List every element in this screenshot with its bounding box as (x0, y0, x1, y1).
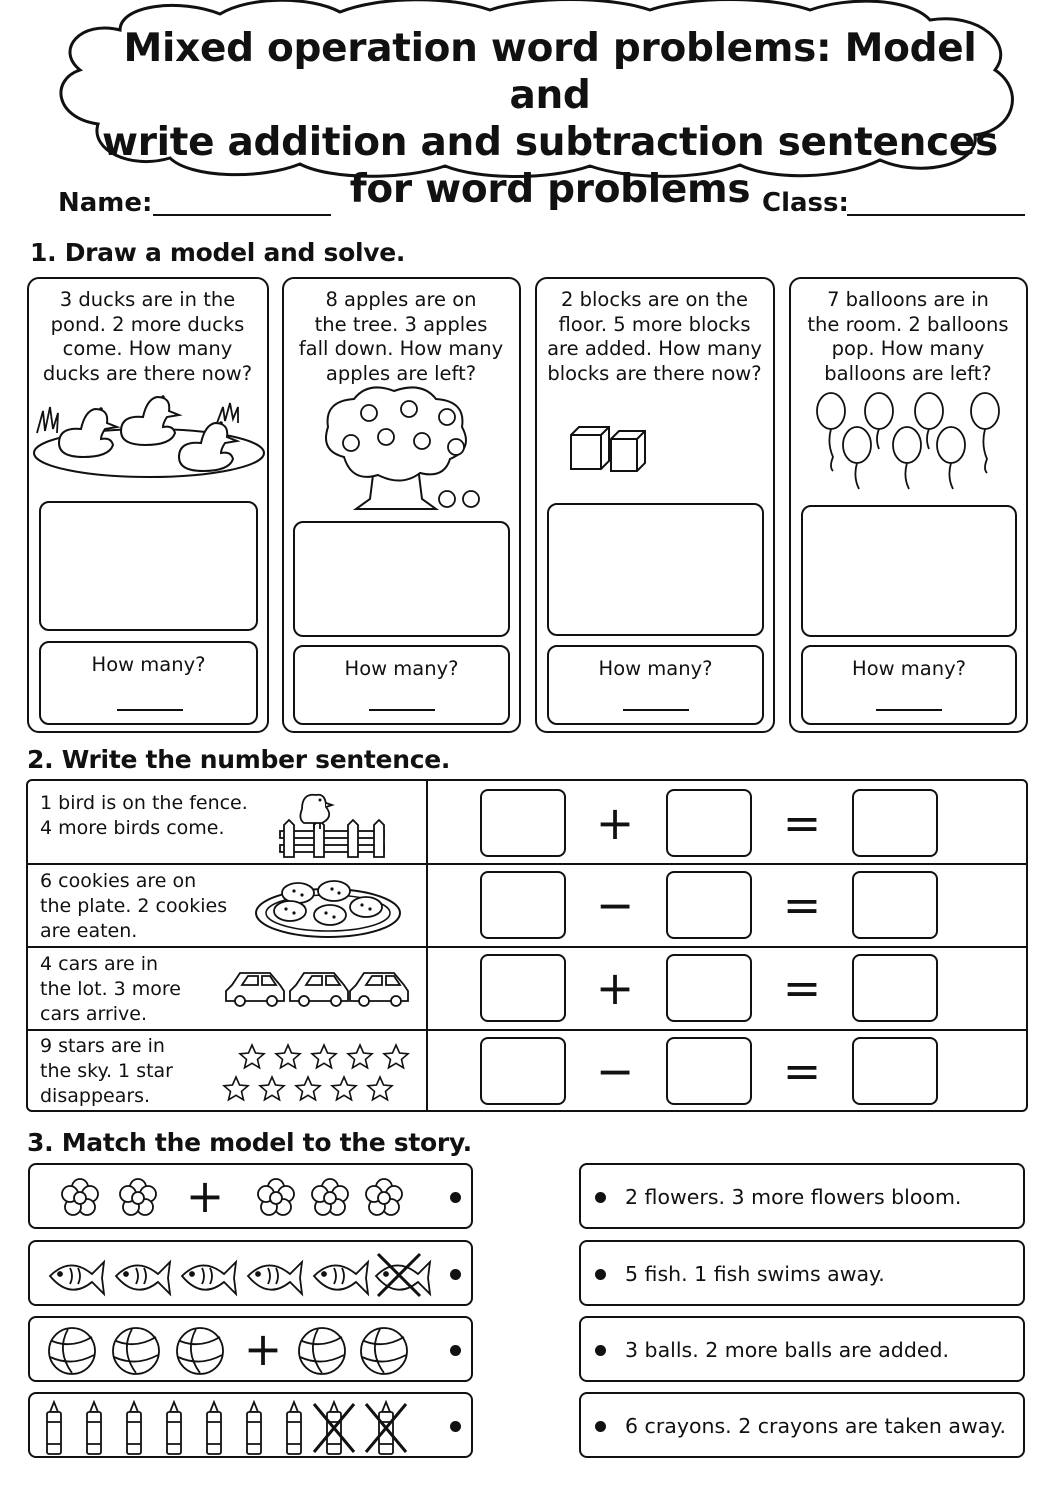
subtrahend-box[interactable] (666, 1037, 752, 1105)
problem-card-balloons (789, 277, 1028, 733)
model-drawing-box[interactable] (547, 503, 764, 636)
class-field[interactable] (847, 214, 1025, 216)
cars-icon (224, 969, 410, 1009)
problem-card-ducks (27, 277, 269, 733)
problem-text: 3 ducks are in the pond. 2 more ducks come. How many ducks are there now? (42, 288, 253, 385)
problem-text: 8 apples are on the tree. 3 apples fall down. How many apples are left? (298, 288, 504, 385)
problem-text: 7 balloons are in the room. 2 balloons pop. How many balloons are left? (807, 288, 1009, 385)
plus-sign: + (243, 1322, 283, 1376)
sum-box[interactable] (852, 789, 938, 857)
model-drawing-box[interactable] (801, 505, 1017, 637)
match-dot[interactable] (450, 1421, 461, 1432)
ducks-in-pond-icon (29, 391, 269, 481)
number-sentence-table (26, 779, 1028, 1112)
story-crayons[interactable] (579, 1392, 1025, 1458)
stars-icon (220, 1043, 416, 1105)
section-1-title: 1. Draw a model and solve. (30, 238, 406, 267)
how-many-label: How many? (91, 653, 206, 676)
balloons-icon (811, 391, 1011, 501)
match-dot[interactable] (595, 1345, 606, 1356)
equals-sign: = (782, 796, 822, 850)
worksheet-title (100, 25, 1000, 213)
minuend-box[interactable] (480, 1037, 566, 1105)
class-label: Class: (762, 188, 849, 218)
difference-box[interactable] (852, 871, 938, 939)
answer-blank[interactable] (876, 709, 942, 711)
balls-icon (46, 1326, 426, 1376)
addend-1-box[interactable] (480, 789, 566, 857)
title-line-2: write addition and subtraction sentences (102, 120, 998, 165)
title-line-1: Mixed operation word problems: Model and (123, 26, 977, 118)
answer-blank[interactable] (369, 709, 435, 711)
sum-box[interactable] (852, 954, 938, 1022)
how-many-label: How many? (598, 657, 713, 680)
answer-blank[interactable] (623, 709, 689, 711)
row-story: 6 cookies are on the plate. 2 cookies are eaten. (40, 870, 228, 942)
blocks-icon (569, 423, 649, 475)
story-fish[interactable] (579, 1240, 1025, 1306)
addend-2-box[interactable] (666, 789, 752, 857)
plus-sign: + (595, 796, 635, 850)
story-text: 5 fish. 1 fish swims away. (625, 1262, 885, 1286)
answer-blank[interactable] (117, 709, 183, 711)
minuend-box[interactable] (480, 871, 566, 939)
equals-sign: = (782, 1044, 822, 1098)
story-flowers[interactable] (579, 1163, 1025, 1229)
section-2-title: 2. Write the number sentence. (27, 745, 451, 774)
minus-sign: − (595, 878, 635, 932)
answer-box (293, 645, 510, 725)
apple-tree-icon (314, 387, 494, 517)
equals-sign: = (782, 961, 822, 1015)
story-text: 3 balls. 2 more balls are added. (625, 1338, 949, 1362)
fish-icon (44, 1252, 434, 1298)
how-many-label: How many? (344, 657, 459, 680)
bird-on-fence-icon (278, 789, 388, 859)
crayons-icon (42, 1398, 422, 1456)
name-label: Name: (58, 188, 153, 218)
how-many-label: How many? (852, 657, 966, 680)
answer-box (39, 641, 258, 725)
match-dot[interactable] (595, 1269, 606, 1280)
model-drawing-box[interactable] (39, 501, 258, 631)
model-drawing-box[interactable] (293, 521, 510, 637)
addend-2-box[interactable] (666, 954, 752, 1022)
cookie-plate-icon (254, 877, 404, 939)
row-story: 1 bird is on the fence. 4 more birds come. (40, 792, 248, 839)
match-dot[interactable] (595, 1421, 606, 1432)
model-crayons[interactable] (28, 1392, 473, 1458)
model-fish[interactable] (28, 1240, 473, 1306)
title-line-3: for word problems (349, 167, 751, 212)
match-dot[interactable] (450, 1345, 461, 1356)
plus-sign: + (595, 961, 635, 1015)
story-text: 6 crayons. 2 crayons are taken away. (625, 1414, 1007, 1438)
name-field[interactable] (153, 214, 331, 216)
answer-box (801, 645, 1017, 725)
equals-sign: = (782, 878, 822, 932)
plus-sign: + (185, 1169, 225, 1223)
difference-box[interactable] (852, 1037, 938, 1105)
addend-1-box[interactable] (480, 954, 566, 1022)
answer-box (547, 645, 764, 725)
model-flowers[interactable] (28, 1163, 473, 1229)
model-balls[interactable] (28, 1316, 473, 1382)
story-text: 2 flowers. 3 more flowers bloom. (625, 1185, 962, 1209)
match-dot[interactable] (595, 1192, 606, 1203)
problem-text: 2 blocks are on the floor. 5 more blocks are added. How many blocks are there now? (547, 288, 762, 385)
match-dot[interactable] (450, 1269, 461, 1280)
row-story: 9 stars are in the sky. 1 star disappears. (40, 1035, 173, 1107)
minus-sign: − (595, 1044, 635, 1098)
row-story: 4 cars are in the lot. 3 more cars arrive. (40, 953, 181, 1025)
section-3-title: 3. Match the model to the story. (27, 1128, 472, 1157)
story-balls[interactable] (579, 1316, 1025, 1382)
problem-card-apples (282, 277, 521, 733)
match-dot[interactable] (450, 1192, 461, 1203)
subtrahend-box[interactable] (666, 871, 752, 939)
problem-card-blocks (535, 277, 775, 733)
